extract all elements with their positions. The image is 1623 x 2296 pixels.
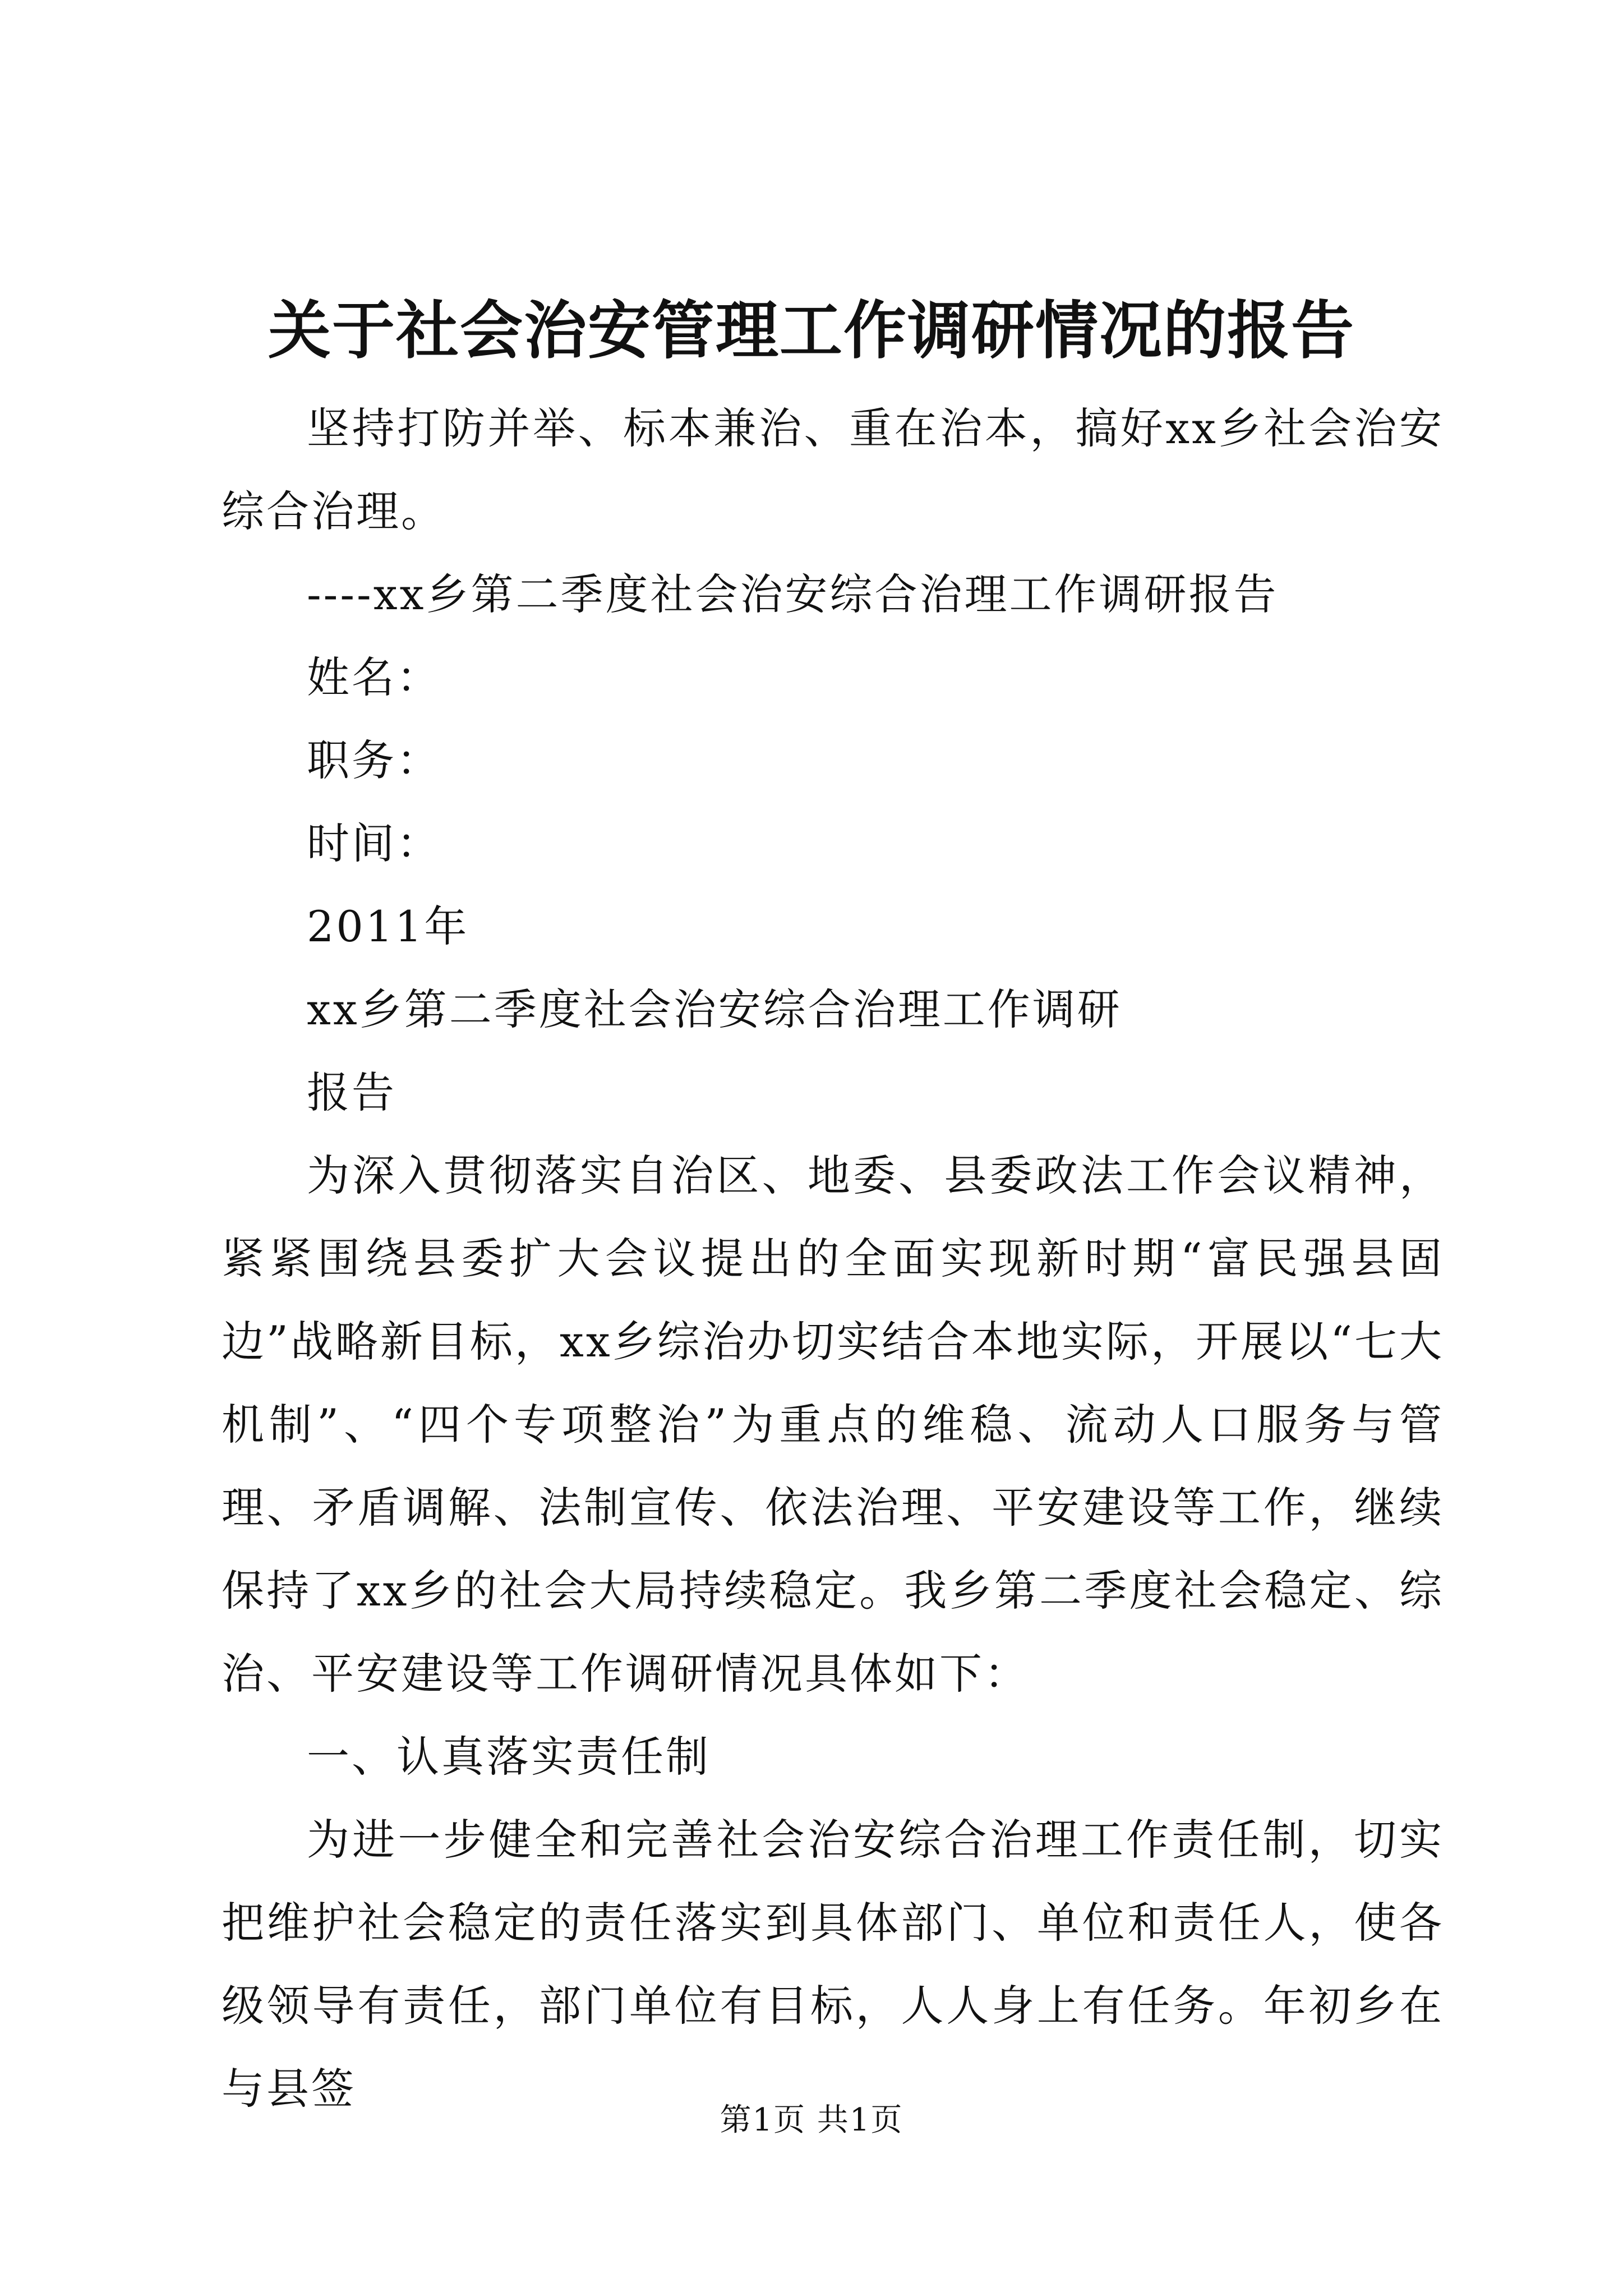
document-body: [222, 387, 1444, 2131]
subtitle-line: ----xx乡第二季度社会治安综合治理工作调研报告: [307, 569, 1279, 619]
document-title: 关于社会治安管理工作调研情况的报告: [268, 294, 1355, 367]
intro-paragraph: 坚持打防并举、标本兼治、重在治本，搞好xx乡社会治安综合治理。: [222, 403, 1444, 536]
page-number-footer: 第1页 共1页: [720, 2102, 903, 2138]
position-field-label: 职务：: [307, 735, 441, 785]
body-paragraph: 为进一步健全和完善社会治安综合治理工作责任制，切实把维护社会稳定的责任落实到具体部门、单位和责任人，使各级领导有责任，部门单位有目标，人人身上有任务。年初乡在与县签: [222, 1815, 1444, 2114]
year-line: 2011年: [307, 901, 469, 951]
report-heading-line-2: 报告: [307, 1068, 396, 1117]
body-paragraph: 为深入贯彻落实自治区、地委、县委政法工作会议精神，紧紧围绕县委扩大会议提出的全面实现新时期“富民强县固边”战略新目标，xx乡综治办切实结合本地实际，开展以“七大机制”、“四个专项整治”为重点的维稳、流动人口服务与管理、矛盾调解、法制宣传、依法治理、平安建设等工作，继续保持了xx乡的社会大局持续稳定。我乡第二季度社会稳定、综治、平安建设等工作调研情况具体如下：: [222, 1151, 1444, 1699]
time-field-label: 时间：: [307, 818, 441, 868]
name-field-label: 姓名：: [307, 652, 441, 702]
report-heading-line-1: xx乡第二季度社会治安综合治理工作调研: [307, 984, 1122, 1034]
section-heading: 一、认真落实责任制: [307, 1732, 711, 1782]
